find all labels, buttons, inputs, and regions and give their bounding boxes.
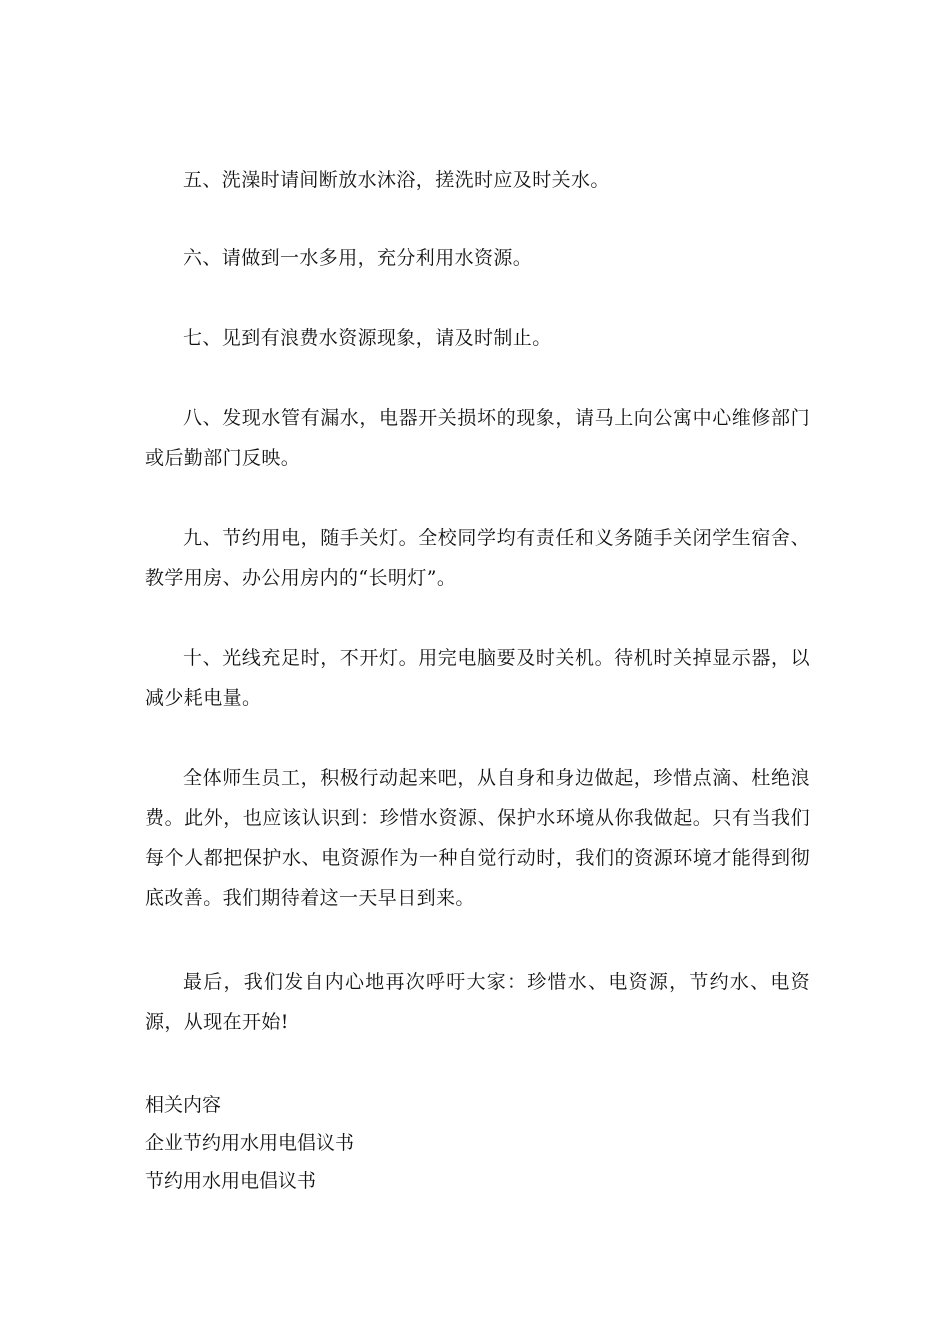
paragraph-item-9: 九、节约用电，随手关灯。全校同学均有责任和义务随手关闭学生宿舍、教学用房、办公用房内的“长明灯”。 — [145, 527, 810, 589]
related-content-section — [145, 1086, 810, 1200]
related-link-proposal[interactable]: 节约用水用电倡议书 — [145, 1170, 317, 1192]
paragraph-item-5: 五、洗澡时请间断放水沐浴，搓洗时应及时关水。 — [183, 169, 610, 191]
paragraph-closing: 最后，我们发自内心地再次呼吁大家：珍惜水、电资源，节约水、电资源，从现在开始! — [145, 971, 810, 1033]
paragraph-item-10: 十、光线充足时，不开灯。用完电脑要及时关机。待机时关掉显示器，以减少耗电量。 — [145, 647, 810, 709]
paragraph-item-8: 八、发现水管有漏水，电器开关损坏的现象，请马上向公寓中心维修部门或后勤部门反映。 — [145, 407, 810, 469]
paragraph-item-7: 七、见到有浪费水资源现象，请及时制止。 — [183, 327, 552, 349]
paragraph-item-6: 六、请做到一水多用，充分利用水资源。 — [183, 247, 533, 269]
related-heading: 相关内容 — [145, 1094, 222, 1116]
related-link-enterprise[interactable]: 企业节约用水用电倡议书 — [145, 1132, 355, 1154]
paragraph-call-to-action: 全体师生员工，积极行动起来吧，从自身和身边做起，珍惜点滴、杜绝浪费。此外，也应该认识到：珍惜水资源、保护水环境从你我做起。只有当我们每个人都把保护水、电资源作为一种自觉行动时，我们的资源环境才能得到彻底改善。我们期待着这一天早日到来。 — [145, 767, 810, 909]
